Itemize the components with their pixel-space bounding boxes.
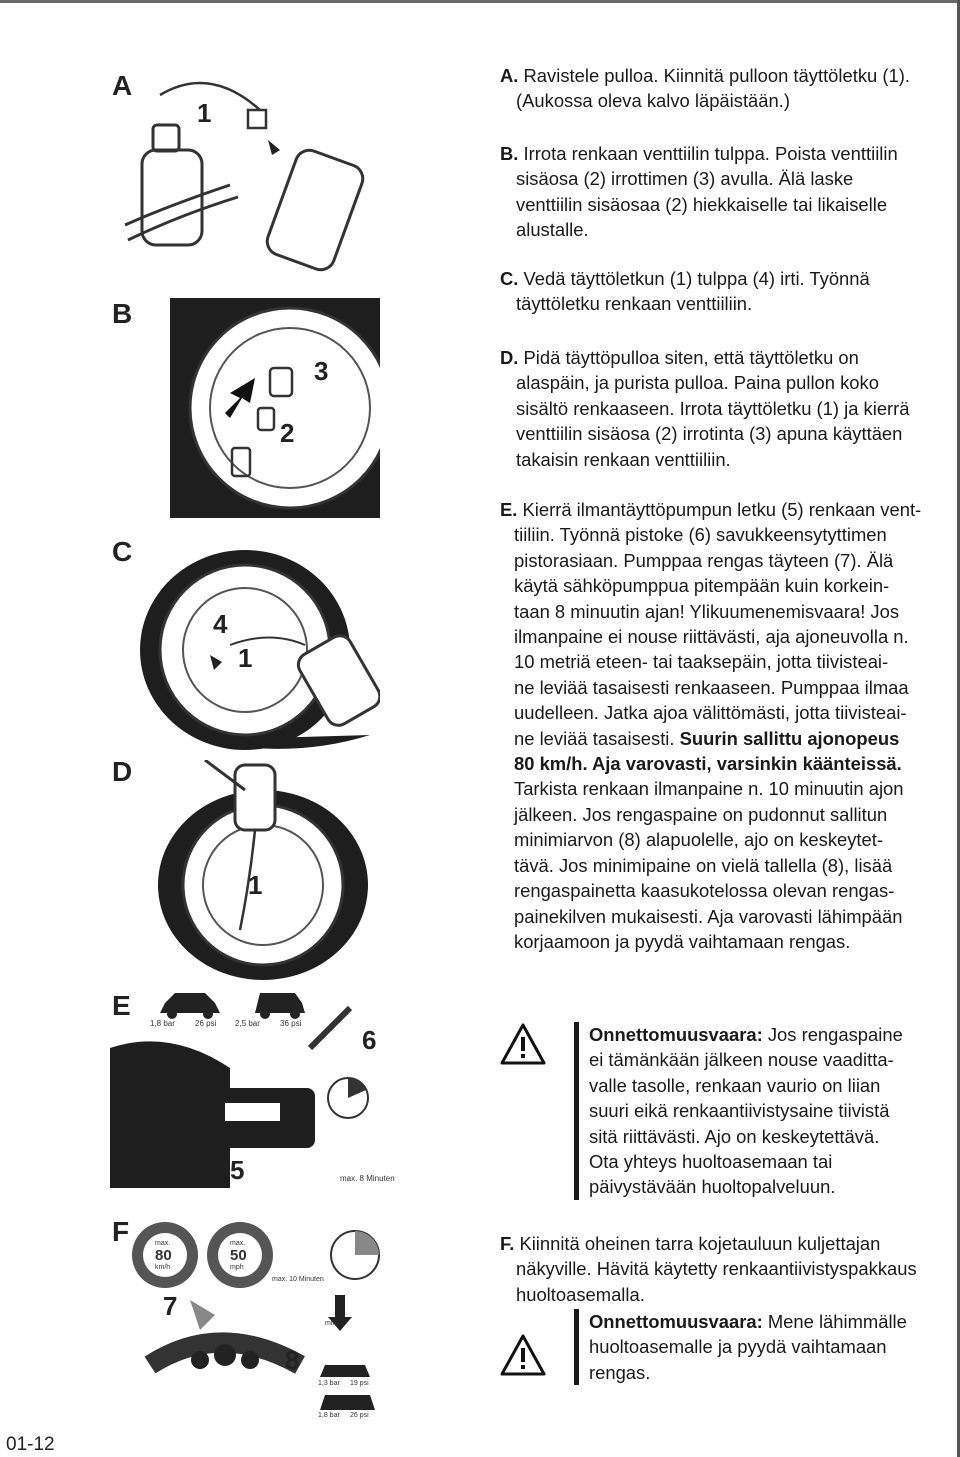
step-a-letter: A. — [500, 65, 519, 86]
warning-icon — [500, 1334, 546, 1376]
step-e-line-4: käytä sähköpumppua pitempään kuin korkein- — [514, 575, 890, 597]
step-b-line-2: sisäosa (2) irrottimen (3) avulla. Älä laske — [516, 168, 854, 190]
step-d-line-5: takaisin renkaan venttiiliin. — [516, 448, 731, 470]
step-f — [500, 1231, 960, 1307]
warning-1-label: Onnettomuusvaara: — [589, 1024, 763, 1045]
step-e-line-5: taan 8 minuutin ajan! Ylikuumenemisvaara! Jos — [514, 600, 900, 622]
step-d-line-4: venttiilin sisäosa (2) irrotinta (3) apuna käyttäen — [516, 423, 903, 445]
figure-e-callout-6: 6 — [362, 1025, 377, 1055]
step-e-line-1: Kierrä ilmantäyttöpumpun letku (5) renkaan vent- — [522, 499, 922, 520]
figure-f-psi-1: 19 psi — [350, 1380, 369, 1387]
step-f-line-3: huoltoasemalla. — [516, 1283, 645, 1305]
warning-2-label: Onnettomuusvaara: — [589, 1311, 763, 1332]
step-e-line-9: uudelleen. Jatka ajoa välittömästi, jotta tiivisteai- — [514, 702, 907, 724]
page-number: 01-12 — [6, 1434, 55, 1455]
step-e-line-16: rengaspainetta kaasukotelossa olevan rengas- — [514, 880, 895, 902]
figure-d-illustration — [155, 760, 380, 980]
step-e-line-13: jälkeen. Jos rengaspaine on pudonnut sallitun — [514, 803, 888, 825]
figure-label-d: D — [112, 756, 133, 787]
warning-1-line-7: päivystävään huoltopalveluun. — [589, 1176, 836, 1198]
figure-a-illustration — [120, 75, 380, 275]
figure-b-callout-3: 3 — [314, 356, 329, 386]
figure-e-pressure-1: 1,8 bar — [150, 1019, 175, 1028]
warning-box-1 — [574, 1022, 960, 1200]
step-e-line-6: ilmanpaine ei nouse riittävästi, aja ajoneuvolla n. — [514, 626, 909, 648]
warning-2-line-2: huoltoasemalle ja pyydä vaihtamaan — [589, 1336, 887, 1358]
step-e-line-14: minimiarvon (8) alapuolelle, ajo on keskeytet- — [514, 829, 884, 851]
figure-b-callout-2: 2 — [280, 418, 295, 448]
step-d-letter: D. — [500, 347, 519, 368]
warning-1-line-6: Ota yhteys huoltoasemaan tai — [589, 1151, 833, 1173]
figure-e-psi-2: 36 psi — [280, 1019, 302, 1028]
figure-e-pressure-2: 2,5 bar — [235, 1019, 260, 1028]
sign-1-value: 80 — [155, 1247, 172, 1264]
step-e-line-8: ne leviää tasaisesti renkaaseen. Pumppaa ilmaa — [514, 676, 909, 698]
step-a-line-1: Ravistele pulloa. Kiinnitä pulloon täyttöletku (1). — [523, 65, 910, 86]
step-e-line-3: pistorasiaan. Pumppaa rengas täyteen (7). Älä — [514, 549, 894, 571]
step-e-line-12: Tarkista renkaan ilmanpaine n. 10 minuutin ajon — [514, 778, 904, 800]
top-rule — [0, 0, 960, 3]
step-f-line-2: näkyville. Hävitä käytetty renkaantiivistyspakkaus — [516, 1258, 917, 1280]
figure-c-callout-1: 1 — [238, 643, 253, 673]
figure-f-timer: max. 10 Minuten — [272, 1276, 324, 1283]
figure-label-f: F — [112, 1216, 130, 1247]
step-f-line-1: Kiinnitä oheinen tarra kojetauluun kuljettajan — [519, 1233, 881, 1254]
step-e-line-15: tävä. Jos minimipaine on vielä tallella (8), lisää — [514, 854, 893, 876]
warning-1-line-4: suuri eikä renkaantiivistysaine tiivistä — [589, 1100, 890, 1122]
figure-f-min: min. — [325, 1320, 339, 1327]
warning-1-line-1: Jos rengaspaine — [762, 1024, 903, 1045]
step-e-line-17: painekilven mukaisesti. Aja varovasti lähimpään — [514, 905, 903, 927]
figure-e-max-time: max. 8 Minuten — [340, 1174, 395, 1183]
figure-c-illustration — [140, 530, 380, 750]
figure-label-c: C — [112, 536, 133, 567]
sign-2-value: 50 — [230, 1247, 247, 1264]
figure-label-b: B — [112, 298, 133, 329]
step-e-line-10: ne leviää tasaisesti. — [514, 727, 680, 749]
step-b-line-3: venttiilin sisäosaa (2) hiekkaiselle tai likaiselle — [516, 193, 888, 215]
step-b-line-1: Irrota renkaan venttiilin tulppa. Poista venttiilin — [523, 143, 898, 164]
figure-a-callout-1: 1 — [197, 98, 212, 128]
step-c-letter: C. — [500, 268, 519, 289]
sign-1-unit: km/h — [155, 1264, 171, 1271]
warning-2-line-3: rengas. — [589, 1361, 651, 1383]
figure-d-callout-1: 1 — [248, 870, 263, 900]
figure-label-a: A — [112, 70, 133, 101]
step-e-line-7: 10 metriä eteen- tai taaksepäin, jotta tiivisteai- — [514, 651, 889, 673]
figure-b-illustration — [170, 298, 380, 518]
figure-f-callout-8: 8 — [285, 1345, 300, 1375]
figure-e-illustration — [110, 988, 385, 1188]
figure-e-psi-1: 26 psi — [195, 1019, 217, 1028]
step-e-letter: E. — [500, 499, 518, 520]
step-d-line-2: alaspäin, ja purista pulloa. Paina pullon koko — [516, 372, 879, 394]
figure-c-callout-4: 4 — [213, 609, 228, 639]
warning-icon — [500, 1023, 546, 1065]
figure-label-e: E — [112, 990, 131, 1021]
step-d — [500, 345, 960, 472]
warning-1-line-3: valle tasolle, renkaan vaurio on liian — [589, 1074, 881, 1096]
warning-1-line-5: sitä riittävästi. Ajo on keskeytettävä. — [589, 1125, 880, 1147]
figure-f-callout-7: 7 — [163, 1291, 178, 1321]
step-d-line-1: Pidä täyttöpulloa siten, että täyttöletku on — [523, 347, 859, 368]
step-e-line-2: tiiliin. Työnnä pistoke (6) savukkeensytyttimen — [514, 524, 887, 546]
figure-e-callout-5: 5 — [230, 1155, 245, 1185]
step-e-speed-limit: 80 km/h. Aja varovasti, varsinkin käänteissä. — [514, 753, 902, 775]
step-e-line-18: korjaamoon ja pyydä vaihtamaan rengas. — [514, 930, 851, 952]
step-c-line-2: täyttöletku renkaan venttiiliin. — [516, 293, 753, 315]
step-f-letter: F. — [500, 1233, 515, 1254]
figure-f-pressure-2: 1,8 bar — [318, 1412, 340, 1419]
figure-f-pressure-1: 1,3 bar — [318, 1380, 340, 1387]
step-a — [500, 63, 960, 114]
step-b — [500, 141, 960, 243]
step-e-speed-warning: Suurin sallittu ajonopeus — [679, 727, 900, 749]
sign-1-max: max. — [155, 1240, 171, 1247]
warning-box-2 — [574, 1309, 960, 1385]
warning-1-line-2: ei tämänkään jälkeen nouse vaaditta- — [589, 1049, 894, 1071]
figure-f-psi-2: 26 psi — [350, 1412, 369, 1419]
sign-2-max: max. — [230, 1240, 246, 1247]
step-d-line-3: sisältö renkaaseen. Irrota täyttöletku (1) ja kierrä — [516, 397, 910, 419]
warning-2-line-1: Mene lähimmälle — [762, 1311, 907, 1332]
step-b-line-4: alustalle. — [516, 219, 589, 241]
step-c-line-1: Vedä täyttöletkun (1) tulppa (4) irti. Työnnä — [523, 268, 870, 289]
step-e — [500, 497, 960, 954]
step-a-line-2: (Aukossa oleva kalvo läpäistään.) — [516, 90, 790, 112]
step-c — [500, 266, 960, 317]
sign-2-unit: mph — [230, 1264, 244, 1271]
step-b-letter: B. — [500, 143, 519, 164]
